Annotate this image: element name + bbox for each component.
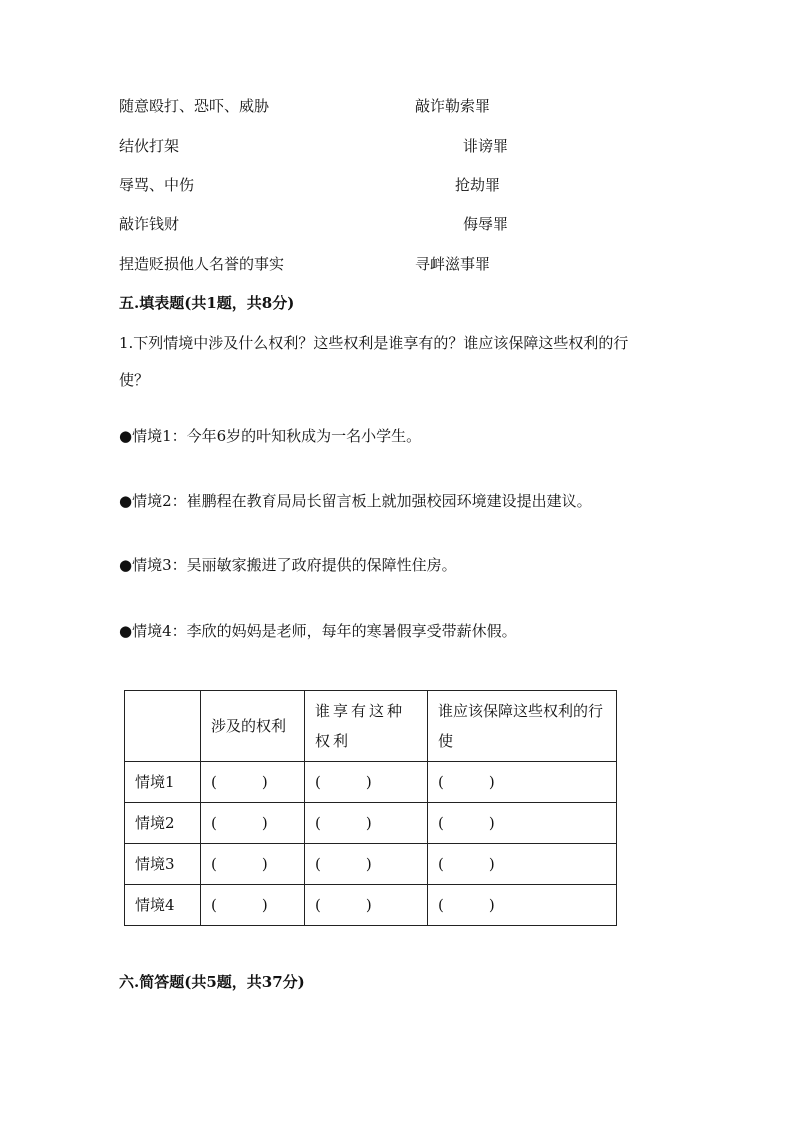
matching-left-item: 捏造贬损他人名誉的事实 [119,255,285,273]
table-row [125,803,617,844]
row-label: 情境2 [125,803,201,844]
answer-blank[interactable]: ( ) [305,762,428,803]
matching-left-item: 结伙打架 [119,137,180,155]
answer-blank[interactable]: ( ) [305,803,428,844]
scenario-item-2: ●情境2：崔鹏程在教育局局长留言板上就加强校园环境建设提出建议。 [119,492,592,510]
matching-left-item: 辱骂、中伤 [119,176,195,194]
answer-blank[interactable]: ( ) [428,844,617,885]
answer-blank[interactable]: ( ) [201,885,305,926]
matching-right-item: 寻衅滋事罪 [415,255,491,273]
matching-left-item: 敲诈钱财 [119,215,180,233]
table-row [125,885,617,926]
table-header-row [125,691,617,762]
scenario-item-4: ●情境4：李欣的妈妈是老师，每年的寒暑假享受带薪休假。 [119,622,517,640]
scenario-item-1: ●情境1：今年6岁的叶知秋成为一名小学生。 [119,427,422,445]
matching-right-item: 诽谤罪 [463,137,509,155]
question-text-line1: 1.下列情境中涉及什么权利？这些权利是谁享有的？谁应该保障这些权利的行 [119,334,629,352]
scenario-item-3: ●情境3：吴丽敏家搬进了政府提供的保障性住房。 [119,556,457,574]
rights-table [124,690,617,926]
answer-blank[interactable]: ( ) [201,803,305,844]
table-header-cell [125,691,201,762]
answer-blank[interactable]: ( ) [428,885,617,926]
table-row [125,844,617,885]
table-row [125,762,617,803]
answer-blank[interactable]: ( ) [201,762,305,803]
answer-blank[interactable]: ( ) [305,844,428,885]
question-text-line2: 使？ [119,371,150,389]
table-header-cell: 涉及的权利 [201,691,305,762]
row-label: 情境4 [125,885,201,926]
answer-blank[interactable]: ( ) [428,762,617,803]
table-header-cell: 谁享有这种权利 [305,691,428,762]
answer-blank[interactable]: ( ) [305,885,428,926]
row-label: 情境1 [125,762,201,803]
matching-right-item: 抢劫罪 [455,176,501,194]
answer-blank[interactable]: ( ) [201,844,305,885]
row-label: 情境3 [125,844,201,885]
answer-blank[interactable]: ( ) [428,803,617,844]
section-five-title: 五.填表题(共1题，共8分) [119,294,295,312]
matching-right-item: 侮辱罪 [463,215,509,233]
matching-right-item: 敲诈勒索罪 [415,97,491,115]
matching-left-item: 随意殴打、恐吓、威胁 [119,97,270,115]
table-header-cell: 谁应该保障这些权利的行使 [428,691,617,762]
section-six-title: 六.简答题(共5题，共37分) [119,973,305,991]
